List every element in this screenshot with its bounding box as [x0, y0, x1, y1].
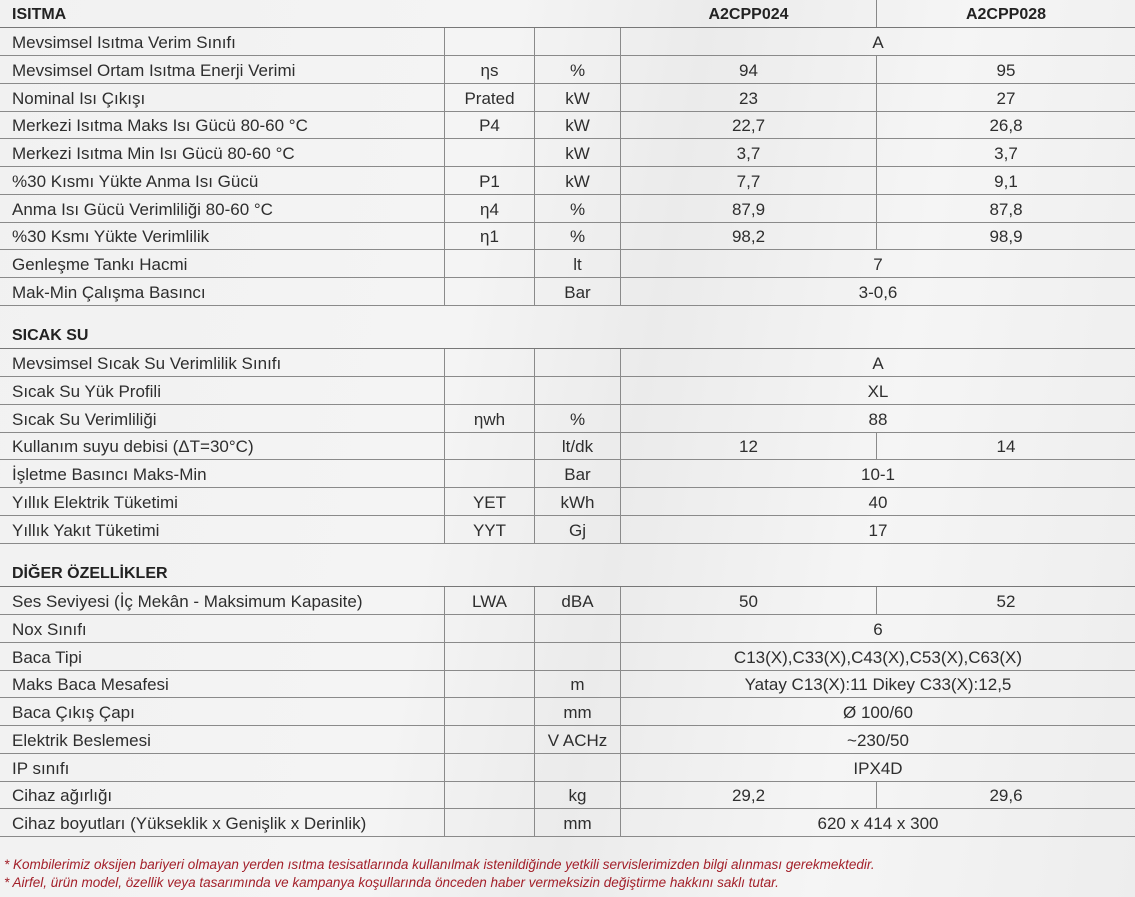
row-label: Cihaz ağırlığı	[12, 786, 113, 806]
table-header	[0, 0, 1135, 28]
table-row	[0, 28, 1135, 56]
section-header-hot-water	[0, 321, 1135, 349]
section-title-other: DİĞER ÖZELLİKLER	[12, 565, 168, 582]
row-value-merged: Yatay C13(X):11 Dikey C33(X):12,5	[744, 675, 1012, 695]
table-row	[0, 754, 1135, 782]
row-unit: mm	[563, 703, 592, 722]
row-symbol	[445, 698, 534, 725]
row-value-model-a: 12	[739, 437, 758, 457]
table-row	[0, 222, 1135, 250]
row-value-merged: 620 x 414 x 300	[817, 814, 939, 833]
table-row	[0, 278, 1135, 306]
row-label: Cihaz boyutları (Yükseklik x Genişlik x Derinlik)	[12, 814, 367, 833]
row-unit: kW	[565, 144, 590, 163]
row-label: Mevsimsel Ortam Isıtma Enerji Verimi	[12, 60, 296, 80]
row-label: Sıcak Su Yük Profili	[12, 381, 161, 401]
row-label: Yıllık Yakıt Tüketimi	[12, 520, 160, 540]
row-symbol: P4	[479, 116, 500, 136]
row-value-model-b: 14	[996, 437, 1016, 457]
row-unit: mm	[563, 814, 592, 833]
table-row	[0, 587, 1135, 615]
footnote: * Airfel, ürün model, özellik veya tasarımında ve kampanya koşullarında önceden haber vermeksizin değiştirme hakkını saklı tutar.	[4, 875, 779, 890]
table-row	[0, 432, 1135, 460]
row-symbol	[445, 781, 534, 808]
row-value-model-b: 87,8	[989, 199, 1023, 219]
row-unit: lt/dk	[561, 437, 594, 457]
row-label: Mevsimsel Isıtma Verim Sınıfı	[12, 33, 236, 52]
row-value-merged: 6	[873, 619, 883, 639]
row-value-model-a: 50	[739, 592, 758, 611]
row-label: Anma Isı Gücü Verimliliği 80-60 °C	[12, 199, 273, 219]
row-label: Genleşme Tankı Hacmi	[12, 255, 188, 274]
row-value-merged: 7	[873, 255, 883, 274]
row-value-model-a: 98,2	[731, 227, 766, 247]
table-row	[0, 167, 1135, 195]
row-value-model-b: 98,9	[989, 227, 1023, 247]
row-label: Baca Tipi	[12, 647, 82, 667]
row-value-model-b: 9,1	[994, 171, 1018, 191]
row-symbol	[445, 349, 534, 376]
row-unit	[535, 754, 620, 781]
row-label: Yıllık Elektrik Tüketimi	[12, 492, 178, 512]
row-label: %30 Kısmı Yükte Anma Isı Gücü	[12, 171, 259, 191]
table-row	[0, 488, 1135, 516]
row-value-model-b: 26,8	[989, 116, 1023, 136]
row-symbol	[445, 615, 534, 642]
row-value-model-a: 3,7	[736, 144, 761, 163]
row-label: Baca Çıkış Çapı	[12, 703, 135, 722]
model-b-header: A2CPP028	[965, 6, 1047, 23]
row-value-merged: XL	[867, 381, 889, 401]
row-value-model-a: 7,7	[736, 171, 761, 191]
row-symbol: YYT	[472, 520, 507, 540]
row-symbol: Prated	[464, 88, 515, 108]
row-symbol	[445, 28, 534, 55]
row-symbol	[445, 278, 534, 305]
row-unit	[535, 643, 620, 670]
row-label: Nox Sınıfı	[12, 619, 87, 639]
row-value-merged: 88	[868, 409, 888, 429]
footnote: * Kombilerimiz oksijen bariyeri olmayan yerden ısıtma tesisatlarında kullanılmak istenildiğinde yetkili servislerimizden bilgi alınması gerekmektedir.	[4, 857, 875, 872]
row-symbol: ηs	[480, 60, 499, 80]
row-unit	[535, 615, 620, 642]
row-value-merged: 3-0,6	[858, 282, 898, 302]
row-value-model-b: 29,6	[989, 786, 1023, 806]
row-unit	[535, 377, 620, 404]
row-symbol: LWA	[472, 592, 507, 611]
row-value-model-a: 29,2	[731, 786, 766, 806]
table-row	[0, 670, 1135, 698]
section-title-heating: ISITMA	[12, 6, 67, 23]
table-row	[0, 809, 1135, 837]
row-label: Elektrik Beslemesi	[12, 730, 151, 750]
footnotes	[4, 856, 875, 892]
row-unit: m	[570, 675, 585, 695]
table-row	[0, 84, 1135, 112]
row-value-merged: IPX4D	[853, 758, 903, 778]
row-value-model-a: 22,7	[731, 116, 766, 136]
table-row	[0, 377, 1135, 405]
row-value-merged: A	[872, 33, 884, 52]
row-unit: %	[569, 60, 586, 80]
row-symbol	[445, 754, 534, 781]
row-symbol	[445, 250, 534, 277]
row-label: Nominal Isı Çıkışı	[12, 88, 146, 108]
table-row	[0, 111, 1135, 139]
row-value-model-b: 3,7	[994, 144, 1018, 163]
row-value-model-a: 87,9	[731, 199, 766, 219]
row-symbol	[445, 726, 534, 753]
row-unit: Gj	[569, 520, 586, 540]
row-unit: V ACHz	[547, 730, 608, 750]
row-unit: kW	[565, 88, 590, 108]
row-unit: Bar	[564, 282, 591, 302]
table-row	[0, 195, 1135, 223]
row-value-model-a: 23	[739, 88, 758, 108]
table-row	[0, 643, 1135, 671]
row-unit: kg	[568, 786, 587, 806]
table-row	[0, 516, 1135, 544]
row-value-model-b: 95	[996, 60, 1016, 80]
row-value-merged: 17	[868, 520, 888, 540]
table-row	[0, 460, 1135, 488]
row-unit: kW	[565, 116, 590, 136]
row-label: Sıcak Su Verimliliği	[12, 409, 157, 429]
section-title-hot-water: SICAK SU	[12, 327, 89, 344]
table-row	[0, 405, 1135, 433]
table-row	[0, 56, 1135, 84]
section-header-other	[0, 559, 1135, 587]
row-unit: %	[569, 199, 586, 219]
row-symbol	[445, 460, 534, 487]
row-label: Kullanım suyu debisi (ΔT=30°C)	[12, 437, 254, 457]
row-value-model-b: 27	[996, 88, 1016, 108]
row-value-merged: ~230/50	[847, 730, 909, 750]
row-symbol: YET	[472, 492, 507, 512]
table-row	[0, 781, 1135, 809]
row-value-merged: 40	[868, 492, 888, 512]
row-symbol: P1	[479, 171, 500, 191]
row-unit: dBA	[561, 592, 594, 611]
row-unit: kW	[565, 171, 590, 191]
row-unit: %	[569, 227, 586, 247]
row-value-merged: Ø 100/60	[843, 703, 913, 722]
table-row	[0, 349, 1135, 377]
row-unit: %	[569, 409, 586, 429]
table-row	[0, 698, 1135, 726]
row-symbol: ηwh	[473, 409, 506, 429]
row-value-merged: A	[872, 354, 884, 373]
row-unit	[535, 349, 620, 376]
row-value-model-b: 52	[996, 592, 1016, 611]
row-symbol	[445, 809, 534, 836]
row-symbol: η1	[480, 227, 499, 247]
row-unit: kWh	[560, 492, 595, 512]
row-symbol: η4	[480, 199, 499, 219]
row-label: Mevsimsel Sıcak Su Verimlilik Sınıfı	[12, 354, 282, 373]
row-symbol	[445, 139, 534, 166]
table-row	[0, 139, 1135, 167]
row-symbol	[445, 432, 534, 459]
table-row	[0, 726, 1135, 754]
table-row	[0, 250, 1135, 278]
row-label: Ses Seviyesi (İç Mekân - Maksimum Kapasite)	[12, 592, 363, 611]
row-label: IP sınıfı	[12, 758, 70, 778]
row-unit: Bar	[564, 465, 591, 484]
row-symbol	[445, 377, 534, 404]
model-a-header: A2CPP024	[708, 6, 789, 23]
row-label: Merkezi Isıtma Maks Isı Gücü 80-60 °C	[12, 116, 308, 136]
row-label: Mak-Min Çalışma Basıncı	[12, 282, 206, 302]
row-symbol	[445, 670, 534, 697]
row-label: %30 Ksmı Yükte Verimlilik	[12, 227, 210, 247]
row-value-model-a: 94	[739, 60, 758, 80]
table-row	[0, 615, 1135, 643]
row-symbol	[445, 643, 534, 670]
row-label: Merkezi Isıtma Min Isı Gücü 80-60 °C	[12, 144, 295, 163]
row-value-merged: C13(X),C33(X),C43(X),C53(X),C63(X)	[733, 647, 1023, 667]
row-label: Maks Baca Mesafesi	[12, 675, 169, 695]
row-value-merged: 10-1	[860, 465, 896, 484]
row-unit: lt	[573, 255, 582, 274]
row-label: İşletme Basıncı Maks-Min	[12, 465, 207, 484]
row-unit	[535, 28, 620, 55]
